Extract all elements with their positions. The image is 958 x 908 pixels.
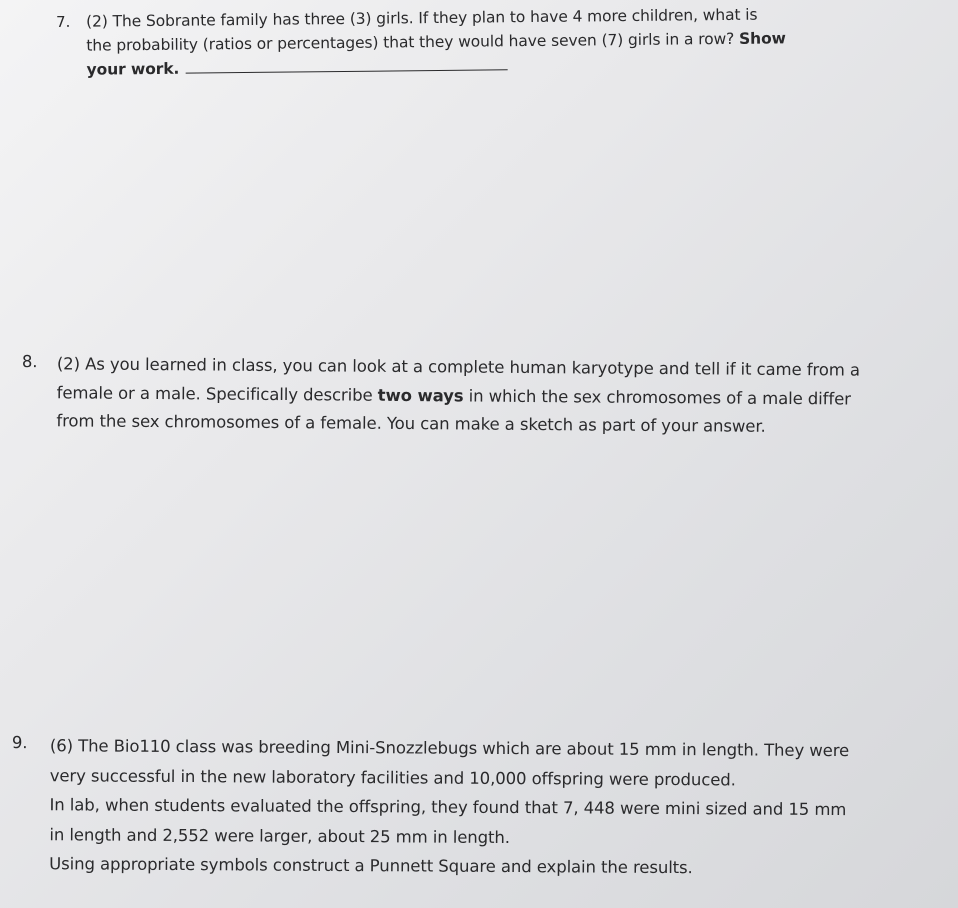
question-line: (2) The Sobrante family has three (3) girls. If they plan to have 4 more children, what is: [86, 5, 758, 31]
question-number: 8.: [21, 351, 38, 372]
question-number: 9.: [11, 732, 28, 753]
question-9: [11, 731, 892, 878]
question-line: (6) The Bio110 class was breeding Mini-Snozzlebugs which are about 15 mm in length. They were: [49, 736, 850, 761]
question-line: the probability (ratios or percentages) that they would have seven (7) girls in a row? Show: [86, 29, 786, 55]
question-line: female or a male. Specifically describe two ways in which the sex chromosomes of a male differ: [56, 382, 851, 409]
question-line: in length and 2,552 were larger, about 25 mm in length.: [49, 824, 510, 847]
question-line: (2) As you learned in class, you can look at a complete human karyotype and tell if it came from a: [56, 354, 860, 380]
question-line: In lab, when students evaluated the offspring, they found that 7, 448 were mini sized and 15 mm: [49, 795, 847, 820]
question-text: [49, 731, 849, 883]
answer-blank-line: [185, 55, 507, 73]
question-text: [56, 350, 860, 442]
question-line: very successful in the new laboratory facilities and 10,000 offspring were produced.: [49, 765, 736, 789]
question-text: [86, 2, 786, 81]
question-line: from the sex chromosomes of a female. You can make a sketch as part of your answer.: [56, 411, 766, 436]
question-8: [21, 350, 902, 436]
question-line: Using appropriate symbols construct a Punnett Square and explain the results.: [49, 854, 693, 878]
bleed-through-text: [30, 90, 910, 330]
question-7: [56, 1, 936, 79]
question-number: 7.: [56, 12, 71, 31]
question-line: your work.: [87, 50, 787, 81]
